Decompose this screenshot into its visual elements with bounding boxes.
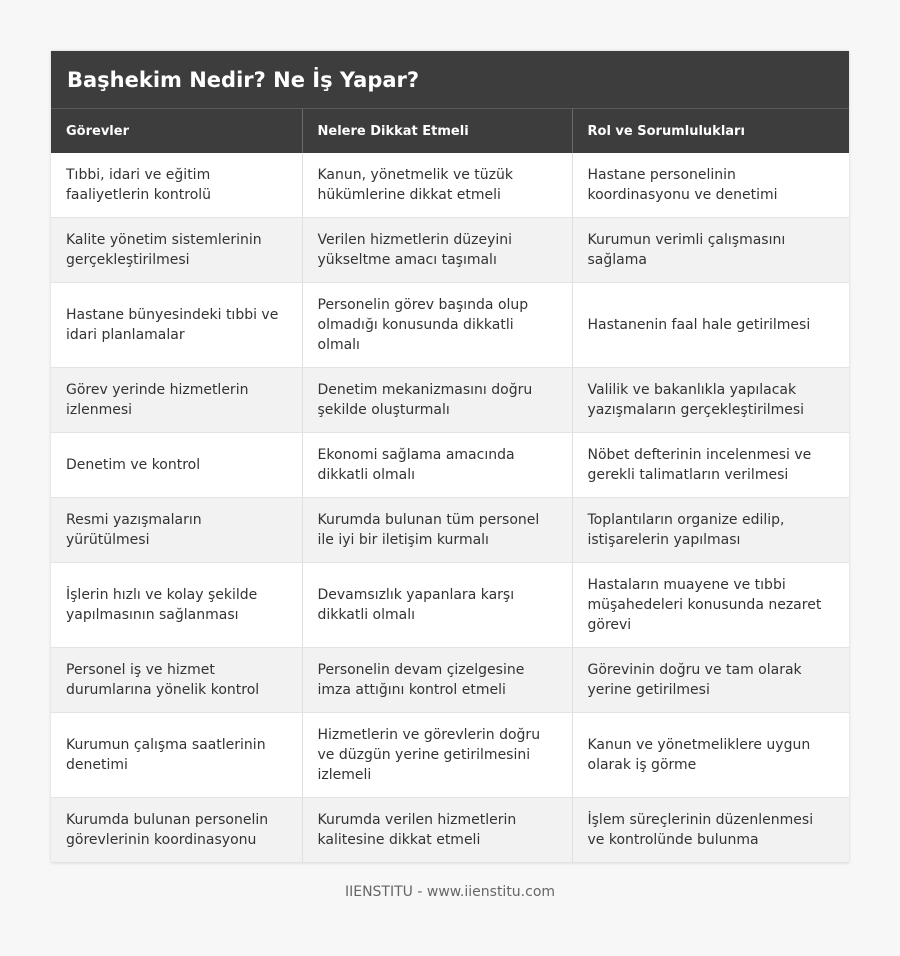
cell-duty: Tıbbi, idari ve eğitim faaliyetlerin kontrolü (51, 153, 302, 218)
cell-role: Nöbet defterinin incelenmesi ve gerekli talimatların verilmesi (572, 433, 849, 498)
cell-attention: Denetim mekanizmasını doğru şekilde oluşturmalı (302, 368, 572, 433)
table-row (51, 713, 849, 798)
table-row (51, 153, 849, 218)
cell-duty: Resmi yazışmaların yürütülmesi (51, 498, 302, 563)
table-card (51, 51, 849, 863)
cell-duty: Kurumda bulunan personelin görevlerinin koordinasyonu (51, 798, 302, 863)
table-row (51, 648, 849, 713)
table-row (51, 563, 849, 648)
header-row (51, 109, 849, 153)
cell-duty: Denetim ve kontrol (51, 433, 302, 498)
cell-role: Valilik ve bakanlıkla yapılacak yazışmaların gerçekleştirilmesi (572, 368, 849, 433)
column-header-duties: Görevler (51, 109, 302, 153)
cell-role: Görevinin doğru ve tam olarak yerine getirilmesi (572, 648, 849, 713)
cell-attention: Personelin devam çizelgesine imza attığını kontrol etmeli (302, 648, 572, 713)
cell-attention: Kanun, yönetmelik ve tüzük hükümlerine dikkat etmeli (302, 153, 572, 218)
table-row (51, 283, 849, 368)
cell-duty: Kalite yönetim sistemlerinin gerçekleştirilmesi (51, 218, 302, 283)
table-row (51, 798, 849, 863)
table-title: Başhekim Nedir? Ne İş Yapar? (51, 51, 849, 109)
column-header-attention: Nelere Dikkat Etmeli (302, 109, 572, 153)
cell-attention: Ekonomi sağlama amacında dikkatli olmalı (302, 433, 572, 498)
cell-attention: Verilen hizmetlerin düzeyini yükseltme amacı taşımalı (302, 218, 572, 283)
column-header-roles: Rol ve Sorumlulukları (572, 109, 849, 153)
cell-duty: İşlerin hızlı ve kolay şekilde yapılmasının sağlanması (51, 563, 302, 648)
cell-attention: Hizmetlerin ve görevlerin doğru ve düzgün yerine getirilmesini izlemeli (302, 713, 572, 798)
cell-role: Kurumun verimli çalışmasını sağlama (572, 218, 849, 283)
cell-role: Kanun ve yönetmeliklere uygun olarak iş görme (572, 713, 849, 798)
cell-duty: Hastane bünyesindeki tıbbi ve idari planlamalar (51, 283, 302, 368)
cell-duty: Personel iş ve hizmet durumlarına yönelik kontrol (51, 648, 302, 713)
table-row (51, 218, 849, 283)
cell-role: Toplantıların organize edilip, istişarelerin yapılması (572, 498, 849, 563)
duties-table (51, 109, 849, 863)
cell-attention: Personelin görev başında olup olmadığı konusunda dikkatli olmalı (302, 283, 572, 368)
cell-role: Hastane personelinin koordinasyonu ve denetimi (572, 153, 849, 218)
cell-role: Hastanenin faal hale getirilmesi (572, 283, 849, 368)
cell-attention: Kurumda bulunan tüm personel ile iyi bir iletişim kurmalı (302, 498, 572, 563)
footer-credit: IIENSTITU - www.iienstitu.com (344, 884, 556, 900)
cell-role: Hastaların muayene ve tıbbi müşahedeleri konusunda nezaret görevi (572, 563, 849, 648)
table-row (51, 433, 849, 498)
cell-duty: Kurumun çalışma saatlerinin denetimi (51, 713, 302, 798)
cell-attention: Kurumda verilen hizmetlerin kalitesine dikkat etmeli (302, 798, 572, 863)
cell-attention: Devamsızlık yapanlara karşı dikkatli olmalı (302, 563, 572, 648)
table-row (51, 498, 849, 563)
cell-duty: Görev yerinde hizmetlerin izlenmesi (51, 368, 302, 433)
table-row (51, 368, 849, 433)
cell-role: İşlem süreçlerinin düzenlenmesi ve kontrolünde bulunma (572, 798, 849, 863)
